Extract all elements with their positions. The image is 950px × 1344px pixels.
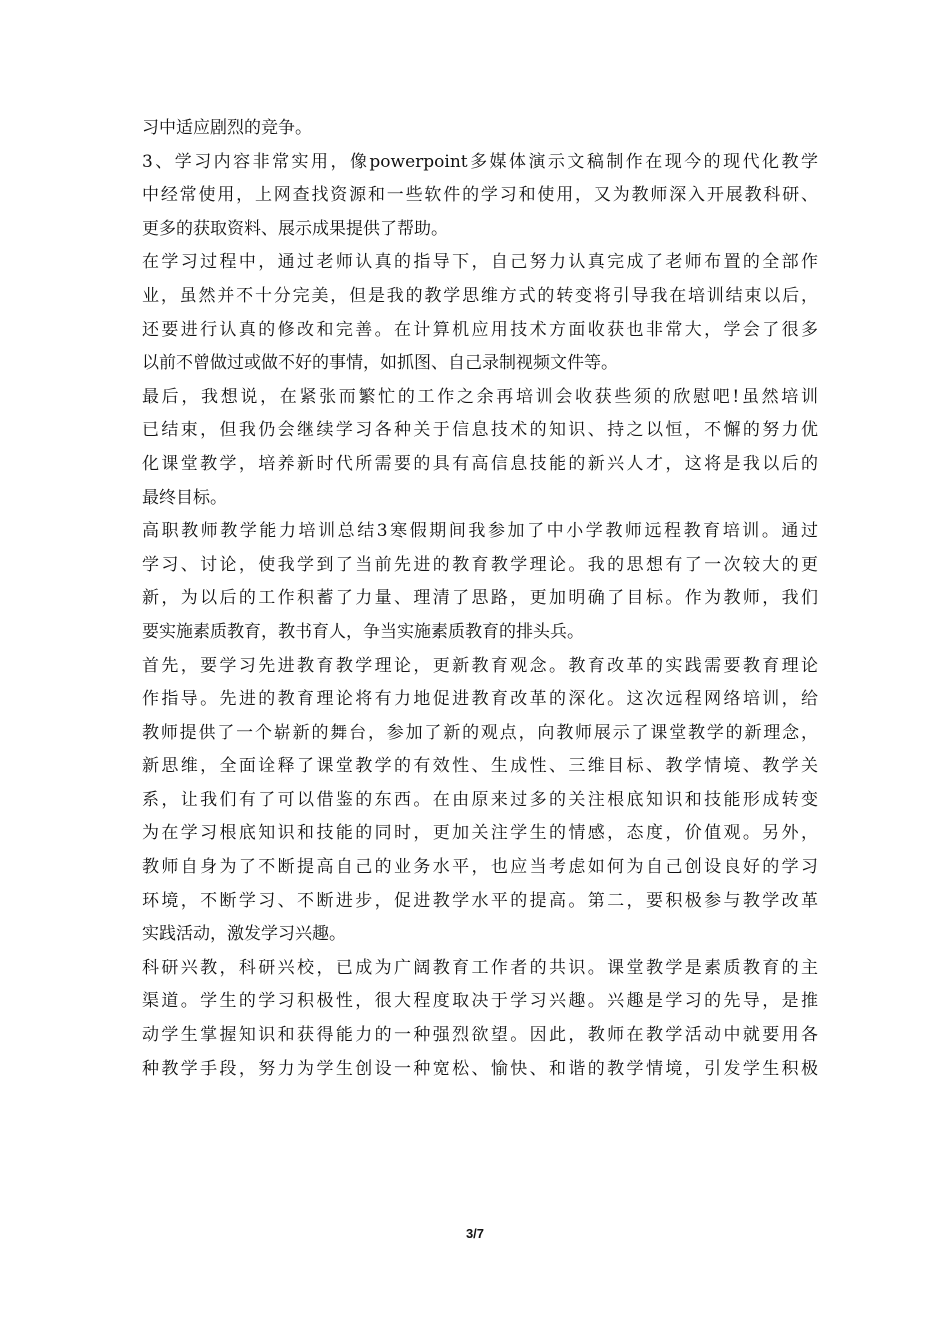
text-line: 实践活动，激发学习兴趣。 (142, 924, 346, 945)
text-line: 种教学手段，努力为学生创设一种宽松、愉快、和谐的教学情境，引发学生积极 (142, 1058, 818, 1079)
text-line: 要实施素质教育，教书育人，争当实施素质教育的排头兵。 (142, 621, 584, 642)
text-line: 环境，不断学习、不断进步，促进教学水平的提高。第二，要积极参与教学改革 (142, 890, 818, 911)
text-line: 高职教师教学能力培训总结3寒假期间我参加了中小学教师远程教育培训。通过 (142, 521, 818, 542)
text-line: 科研兴教，科研兴校，已成为广阔教育工作者的共识。课堂教学是素质教育的主 (142, 957, 818, 978)
text-line: 系，让我们有了可以借鉴的东西。在由原来过多的关注根底知识和技能形成转变 (142, 789, 818, 810)
text-line: 还要进行认真的修改和完善。在计算机应用技术方面收获也非常大，学会了很多 (142, 319, 818, 340)
text-line: 新思维，全面诠释了课堂教学的有效性、生成性、三维目标、教学情境、教学关 (142, 756, 818, 777)
text-line: 3、学习内容非常实用，像powerpoint多媒体演示文稿制作在现今的现代化教学 (142, 151, 818, 172)
text-line: 渠道。学生的学习积极性，很大程度取决于学习兴趣。兴趣是学习的先导，是推 (142, 991, 818, 1012)
text-line: 学习、讨论，使我学到了当前先进的教育教学理论。我的思想有了一次较大的更 (142, 554, 818, 575)
text-line: 已结束，但我仍会继续学习各种关于信息技术的知识、持之以恒，不懈的努力优 (142, 420, 818, 441)
text-line: 习中适应剧烈的竞争。 (142, 118, 312, 138)
text-line: 化课堂教学，培养新时代所需要的具有高信息技能的新兴人才，这将是我以后的 (142, 453, 818, 474)
document-body (142, 112, 818, 1086)
text-line: 教师自身为了不断提高自己的业务水平，也应当考虑如何为自己创设良好的学习 (142, 857, 818, 878)
text-line: 业，虽然并不十分完美，但是我的教学思维方式的转变将引导我在培训结束以后， (142, 285, 818, 306)
text-line: 中经常使用，上网查找资源和一些软件的学习和使用，又为教师深入开展教科研、 (142, 185, 818, 206)
text-line: 更多的获取资料、展示成果提供了帮助。 (142, 218, 448, 239)
text-line: 作指导。先进的教育理论将有力地促进教育改革的深化。这次远程网络培训，给 (142, 689, 818, 710)
text-line: 为在学习根底知识和技能的同时，更加关注学生的情感，态度，价值观。另外， (142, 823, 818, 844)
text-line: 以前不曾做过或做不好的事情，如抓图、自己录制视频文件等。 (142, 353, 618, 374)
text-line: 首先，要学习先进教育教学理论，更新教育观念。教育改革的实践需要教育理论 (142, 655, 818, 676)
text-line: 教师提供了一个崭新的舞台，参加了新的观点，向教师展示了课堂教学的新理念， (142, 722, 818, 743)
page-number: 3/7 (465, 1226, 485, 1241)
text-line: 最终目标。 (142, 487, 227, 508)
text-line: 最后，我想说，在紧张而繁忙的工作之余再培训会收获些须的欣慰吧!虽然培训 (142, 386, 818, 407)
text-line: 动学生掌握知识和获得能力的一种强烈欲望。因此，教师在教学活动中就要用各 (142, 1025, 818, 1046)
text-line: 在学习过程中，通过老师认真的指导下，自己努力认真完成了老师布置的全部作 (142, 252, 818, 273)
text-line: 新，为以后的工作积蓄了力量、理清了思路，更加明确了目标。作为教师，我们 (142, 588, 818, 609)
